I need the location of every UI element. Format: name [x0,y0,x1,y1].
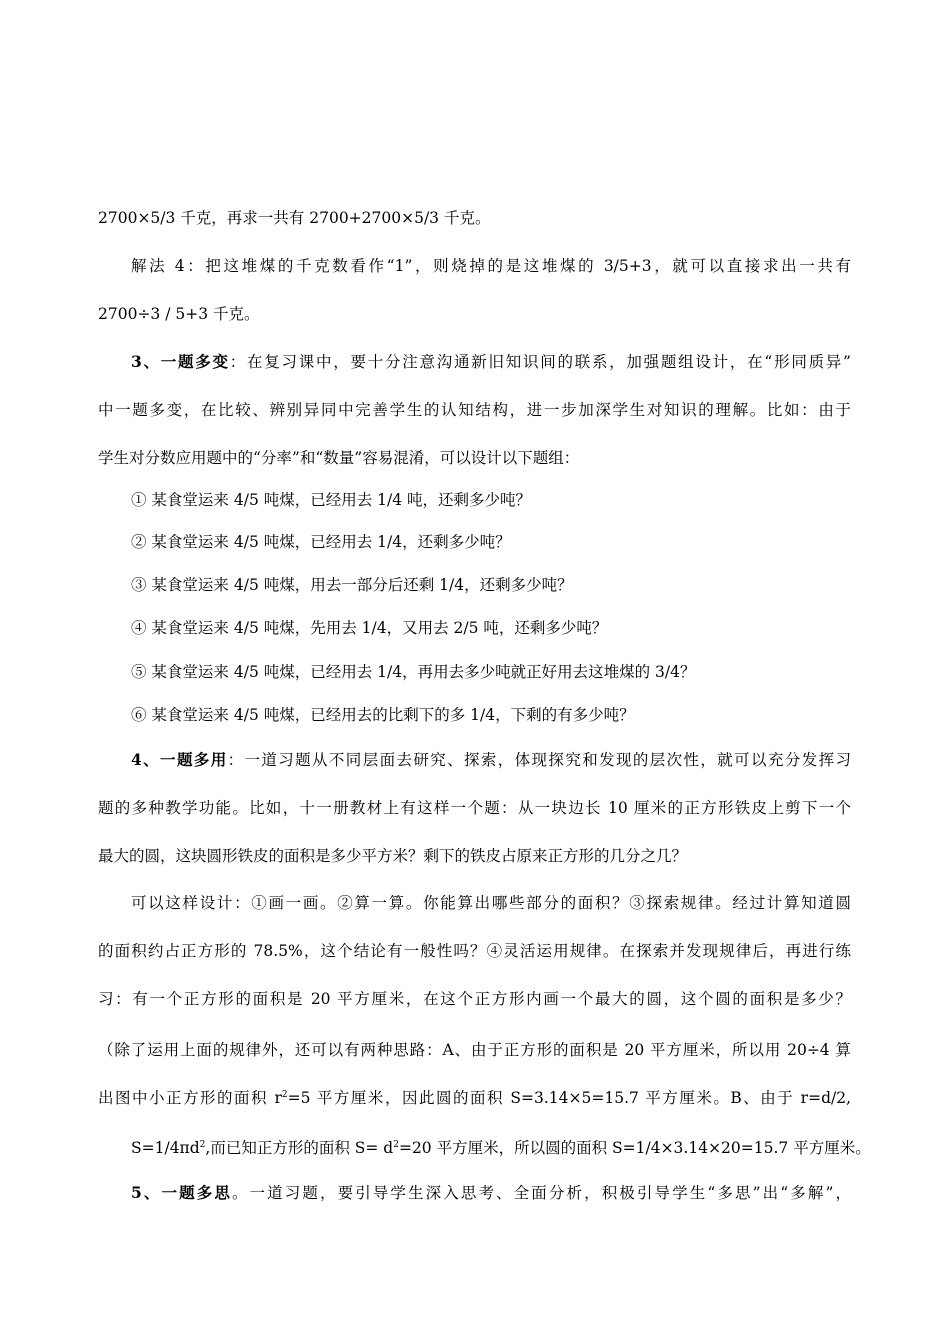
section-heading: 3、一题多变 [131,352,230,371]
list-item: ① 某食堂运来 4/5 吨煤，已经用去 1/4 吨，还剩多少吨？ [131,491,532,509]
list-item: ⑤ 某食堂运来 4/5 吨煤，已经用去 1/4，再用去多少吨就正好用去这堆煤的 3/4？ [131,663,696,681]
section-3-line [131,352,851,372]
section-text: 。一道习题，要引导学生深入思考、全面分析，积极引导学生“多思”出“多解”， [231,1184,851,1202]
paragraph-line: 中一题多变，在比较、辨别异同中完善学生的认知结构，进一步加深学生对知识的理解。比如：由于 [98,401,851,419]
paragraph-line: 学生对分数应用题中的“分率”和“数量”容易混淆，可以设计以下题组： [98,449,580,467]
formula-text: =5 平方厘米，因此圆的面积 S=3.14×5=15.7 平方厘米。B、由于 r=d/2, [287,1089,852,1107]
list-item: ④ 某食堂运来 4/5 吨煤，先用去 1/4，又用去 2/5 吨，还剩多少吨？ [131,619,608,637]
paragraph-line: （除了运用上面的规律外，还可以有两种思路：A、由于正方形的面积是 20 平方厘米，所以用 20÷4 算 [98,1041,851,1059]
superscript: 2 [199,1140,206,1150]
formula-text: ,而已知正方形的面积 S= d [205,1139,394,1157]
section-heading: 5、一题多思 [131,1183,232,1202]
section-4-line [131,750,851,770]
paragraph-line: 解法 4：把这堆煤的千克数看作“1”，则烧掉的是这堆煤的 3/5+3，就可以直接求出一共有 [131,257,851,275]
paragraph-line: 2700×5/3 千克，再求一共有 2700+2700×5/3 千克。 [98,209,491,227]
formula-text: 出图中小正方形的面积 r [98,1089,282,1107]
paragraph-line: 最大的圆，这块圆形铁皮的面积是多少平方米？剩下的铁皮占原来正方形的几分之几？ [98,847,688,865]
list-item: ② 某食堂运来 4/5 吨煤，已经用去 1/4，还剩多少吨？ [131,533,511,551]
paragraph-line: 习：有一个正方形的面积是 20 平方厘米，在这个正方形内画一个最大的圆，这个圆的面积是多少？ [98,990,851,1008]
section-text: ：一道习题从不同层面去研究、探索，体现探究和发现的层次性，就可以充分发挥习 [227,751,851,769]
formula-line [131,1138,871,1158]
formula-text: S=1/4πd [131,1139,200,1157]
section-text: ：在复习课中，要十分注意沟通新旧知识间的联系，加强题组设计，在“形同质异” [229,353,851,371]
paragraph-line: 2700÷3 / 5+3 千克。 [98,305,260,323]
list-item: ③ 某食堂运来 4/5 吨煤，用去一部分后还剩 1/4，还剩多少吨？ [131,576,573,594]
section-5-line [131,1183,851,1203]
paragraph-line: 可以这样设计：①画一画。②算一算。你能算出哪些部分的面积？③探索规律。经过计算知道圆 [131,894,851,912]
superscript: 2 [281,1090,288,1100]
section-heading: 4、一题多用 [131,750,228,769]
paragraph-line: 题的多种教学功能。比如，十一册教材上有这样一个题：从一块边长 10 厘米的正方形铁皮上剪下一个 [98,799,851,817]
paragraph-line: 的面积约占正方形的 78.5%，这个结论有一般性吗？④灵活运用规律。在探索并发现规律后，再进行练 [98,942,851,960]
list-item: ⑥ 某食堂运来 4/5 吨煤，已经用去的比剩下的多 1/4，下剩的有多少吨？ [131,706,635,724]
superscript: 2 [393,1140,399,1150]
formula-line [98,1088,851,1108]
formula-text: =20 平方厘米，所以圆的面积 S=1/4×3.14×20=15.7 平方厘米。 [398,1139,871,1157]
